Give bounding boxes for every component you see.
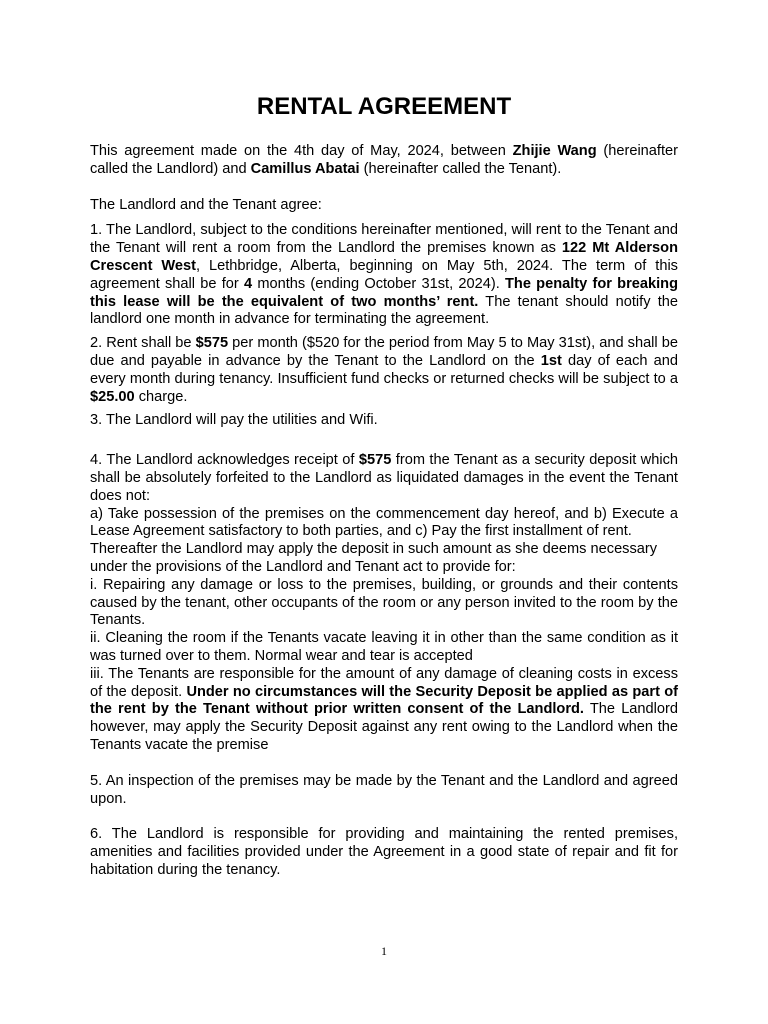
clause-2-text-2: per month ($520 for the period from May 5 to May 31st), and shall be due and payable in advance by the Tenant to the Landlord on the <box>90 335 678 369</box>
clause-4-text-1: 4. The Landlord acknowledges receipt of <box>90 452 359 469</box>
agree-line: The Landlord and the Tenant agree: <box>90 196 322 213</box>
term-months: 4 <box>243 275 253 292</box>
clause-4-thereafter: Thereafter the Landlord may apply the deposit in such amount as she deems necessary under the provisions of the Landlord and Tenant act to provide for: <box>90 541 658 575</box>
intro-text-2: (hereinafter called the Landlord) and <box>90 143 678 177</box>
penalty-clause: The penalty for breaking this lease will be the equivalent of two months’ rent. <box>90 275 678 310</box>
rent-due-day: 1st <box>540 352 562 369</box>
clause-1-text-1: 1. The Landlord, subject to the conditions hereinafter mentioned, will rent to the Tenant and the Tenant will rent a room from the Landlord the premises known as <box>90 222 678 257</box>
clause-2-text-4: charge. <box>134 388 188 405</box>
clause-2-text-1: 2. Rent shall be <box>90 335 196 352</box>
document-body <box>90 143 678 880</box>
clause-4-text-2: from the Tenant as a security deposit which shall be absolutely forfeited to the Landlord as liquidated damages in the event the Tenant does not: <box>90 452 678 504</box>
deposit-restriction: Under no circumstances will the Security Deposit be applied as part of the rent by the Tenant without prior written consent of the Landlord. <box>90 683 678 718</box>
intro-paragraph <box>90 143 678 179</box>
monthly-rent: $575 <box>195 335 229 352</box>
clause-1-text-3: months (ending October 31st, 2024). <box>252 275 505 292</box>
premises-address: 122 Mt Alderson Crescent West <box>90 240 678 274</box>
intro-text-3: (hereinafter called the Tenant). <box>359 160 562 177</box>
intro-text-1: This agreement made on the 4th day of May, 2024, between <box>90 143 513 159</box>
clause-4 <box>90 452 678 505</box>
clause-4-item-ii: ii. Cleaning the room if the Tenants vacate leaving it in other than the same condition as it was turned over to them. Normal wear and tear is accepted <box>90 630 678 664</box>
clause-4-item-i: i. Repairing any damage or loss to the premises, building, or grounds and their contents caused by the tenant, other occupants of the room or any person invited to the room by the Tenants. <box>90 576 678 629</box>
landlord-name: Zhijie Wang <box>512 143 597 159</box>
clause-4-conditions: a) Take possession of the premises on the commencement day hereof, and b) Execute a Lease Agreement satisfactory to both parties, and c) Pay the first installment of rent. <box>90 505 678 540</box>
clause-1-text-4: The tenant should notify the landlord one month in advance for terminating the agreement. <box>90 293 678 328</box>
document-page <box>90 0 678 1024</box>
nsf-fee: $25.00 <box>90 388 135 405</box>
clause-1 <box>90 222 678 329</box>
page-number: 1 <box>381 944 387 958</box>
clause-1-text-2: , Lethbridge, Alberta, beginning on May 5th, 2024. The term of this agreement shall be for <box>90 257 678 292</box>
clause-5: 5. An inspection of the premises may be made by the Tenant and the Landlord and agreed upon. <box>90 772 678 807</box>
item-iii-text-1: iii. The Tenants are responsible for the amount of any damage of cleaning costs in excess of the deposit. <box>90 665 678 700</box>
document-title: RENTAL AGREEMENT <box>256 93 512 120</box>
security-deposit-amount: $575 <box>358 452 392 469</box>
clause-2 <box>90 335 678 406</box>
clause-6: 6. The Landlord is responsible for providing and maintaining the rented premises, amenities and facilities provided under the Agreement in a good state of repair and fit for habitation during the tenancy. <box>90 826 678 878</box>
clause-2-text-3: day of each and every month during tenancy. Insufficient fund checks or returned checks will be subject to a <box>90 352 678 387</box>
item-iii-text-2: The Landlord however, may apply the Security Deposit against any rent owing to the Landlord when the Tenants vacate the premise <box>90 701 678 753</box>
clause-3: 3. The Landlord will pay the utilities and Wifi. <box>90 412 378 429</box>
tenant-name: Camillus Abatai <box>250 160 360 177</box>
clause-4-item-iii <box>90 666 678 755</box>
blank-line <box>90 430 678 446</box>
